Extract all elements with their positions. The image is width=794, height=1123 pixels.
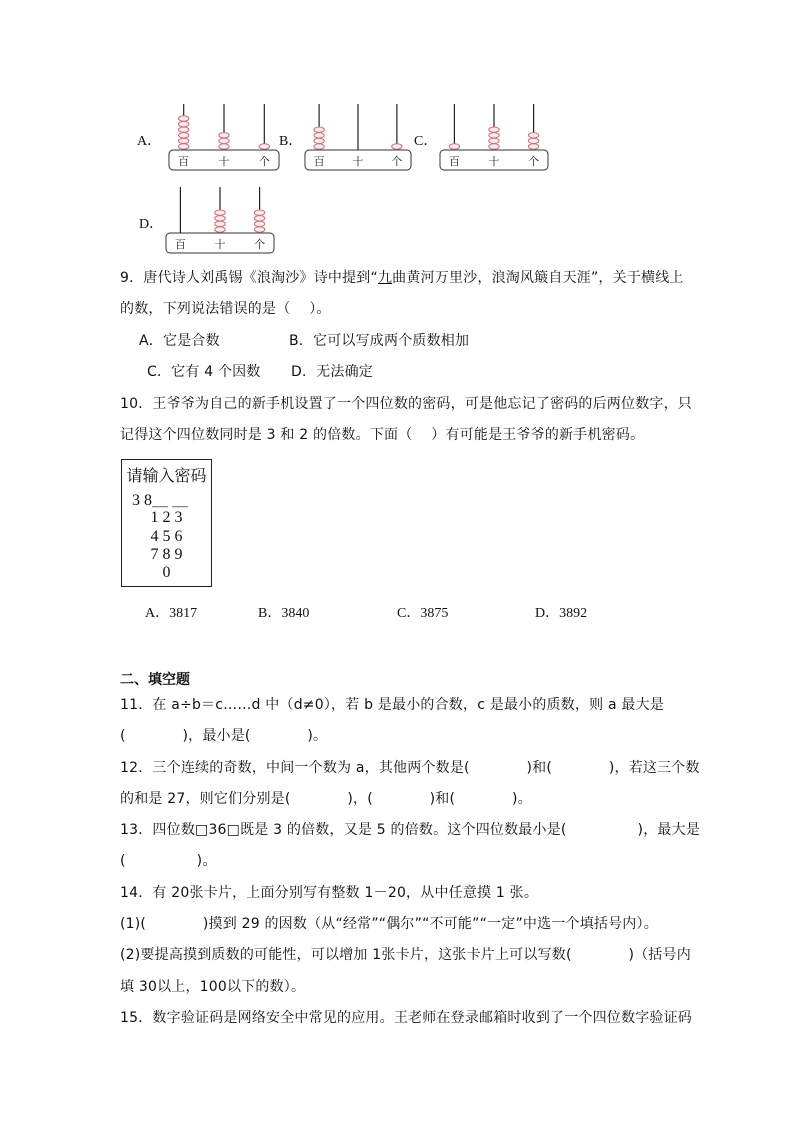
q10-option-c: C．3875 [397,606,449,621]
abacus-bead [489,138,499,143]
abacus-bead [392,144,402,149]
abacus-place-label-tens: 十 [488,155,500,168]
q10-line2: 记得这个四位数同时是 3 和 2 的倍数。下面（ ）有可能是王爷爷的新手机密码。 [120,427,645,443]
keypad-row-3: 7 8 9 [150,546,183,563]
option-b-label: B． [279,134,303,149]
abacus-bead [314,138,324,143]
q14-line3: (2)要提高摸到质数的可能性，可以增加 1张卡片，这张卡片上可以写数( )（括号内 [120,947,691,963]
abacus-place-label-hundreds: 百 [178,155,190,168]
q9-option-a: A．它是合数 [139,333,220,349]
q14-line4: 填 30以上，100以下的数）。 [120,979,306,995]
abacus-bead [254,227,264,232]
q10-option-a: A．3817 [145,606,198,621]
q9-line1-post: 曲黄河万里沙，浪淘风簸自天涯”，关于横线上 [392,270,684,286]
abacus-bead [215,221,225,226]
abacus-place-label-tens: 十 [214,238,226,251]
q14-line2: (1)( )摸到 29 的因数（从“经常”“偶尔”“不可能”“一定”中选一个填括号内）。 [120,916,658,932]
abacus-bead [314,133,324,138]
abacus-bead [314,127,324,132]
abacus-d [165,183,275,259]
keypad-row-1: 1 2 3 [150,509,183,526]
q9-option-d: D．无法确定 [291,364,373,380]
abacus-bead [178,127,188,132]
q15-line1: 15．数字验证码是网络安全中常见的应用。王老师在登录邮箱时收到了一个四位数字验证码 [120,1010,693,1026]
abacus-bead [314,144,324,149]
q9-option-b: B．它可以写成两个质数相加 [289,333,470,349]
q9-line1-pre: 9．唐代诗人刘禹锡《浪淘沙》诗中提到“ [120,270,378,286]
option-d-label: D． [139,217,164,232]
abacus-place-label-ones: 个 [254,238,266,251]
abacus-place-label-ones: 个 [528,155,540,168]
q9-line1 [120,268,684,288]
q11-line2: ( )，最小是( )。 [120,728,328,744]
abacus-bead [254,221,264,226]
q9-underlined-word: 九 [377,270,393,286]
abacus-bead [489,127,499,132]
abacus-bead [528,133,538,138]
q12-line2: 的和是 27，则它们分别是( )，( )和( )。 [120,791,532,807]
abacus-bead [449,144,459,149]
abacus-bead [215,216,225,221]
abacus-bead [178,116,188,121]
abacus-bead [219,133,229,138]
abacus-bead [178,133,188,138]
abacus-bead [259,144,269,149]
q11-line1: 11．在 a÷b＝c……d 中（d≠0），若 b 是最小的合数，c 是最小的质数，则 a 最大是 [120,697,665,713]
q9-option-c: C．它有 4 个因数 [147,364,261,380]
abacus-bead [489,144,499,149]
abacus-bead [489,133,499,138]
abacus-place-label-ones: 个 [258,155,270,168]
q10-option-b: B．3840 [258,606,310,621]
q9-line2: 的数，下列说法错误的是（ ）。 [120,301,331,317]
q10-line1: 10．王爷爷为自己的新手机设置了一个四位数的密码，可是他忘记了密码的后两位数字，只 [120,396,693,412]
abacus-bead [254,216,264,221]
option-c-label: C． [414,134,438,149]
keypad-entry: 3 8＿ ＿ [132,492,189,509]
q12-line1: 12．三个连续的奇数，中间一个数为 a，其他两个数是( )和( )，若这三个数 [120,760,700,776]
abacus-b [304,100,412,176]
q10-option-d: D．3892 [535,606,588,621]
abacus-place-label-hundreds: 百 [448,155,460,168]
password-keypad [121,459,212,587]
abacus-bead [178,138,188,143]
abacus-place-label-hundreds: 百 [313,155,325,168]
abacus-bead [178,121,188,126]
abacus-place-label-tens: 十 [218,155,230,168]
abacus-bead [178,144,188,149]
abacus-bead [219,138,229,143]
abacus-bead [528,144,538,149]
abacus-bead [219,144,229,149]
section-title-fill-in: 二、填空题 [120,672,190,688]
q13-line2: ( )。 [120,853,217,869]
keypad-row-2: 4 5 6 [150,528,183,545]
abacus-bead [215,227,225,232]
abacus-place-label-tens: 十 [352,155,364,168]
option-a-label: A． [137,134,162,149]
abacus-place-label-hundreds: 百 [174,238,186,251]
q14-line1: 14．有 20张卡片，上面分别写有整数 1－20，从中任意摸 1 张。 [120,885,539,901]
abacus-bead [215,210,225,215]
q13-line1: 13．四位数□36□既是 3 的倍数，又是 5 的倍数。这个四位数最小是( )，最大是 [120,822,701,838]
abacus-c [439,100,549,176]
keypad-title: 请输入密码 [126,468,207,485]
abacus-bead [528,138,538,143]
abacus-a [168,100,280,176]
keypad-row-4: 0 [162,564,171,581]
abacus-place-label-ones: 个 [391,155,403,168]
abacus-bead [254,210,264,215]
